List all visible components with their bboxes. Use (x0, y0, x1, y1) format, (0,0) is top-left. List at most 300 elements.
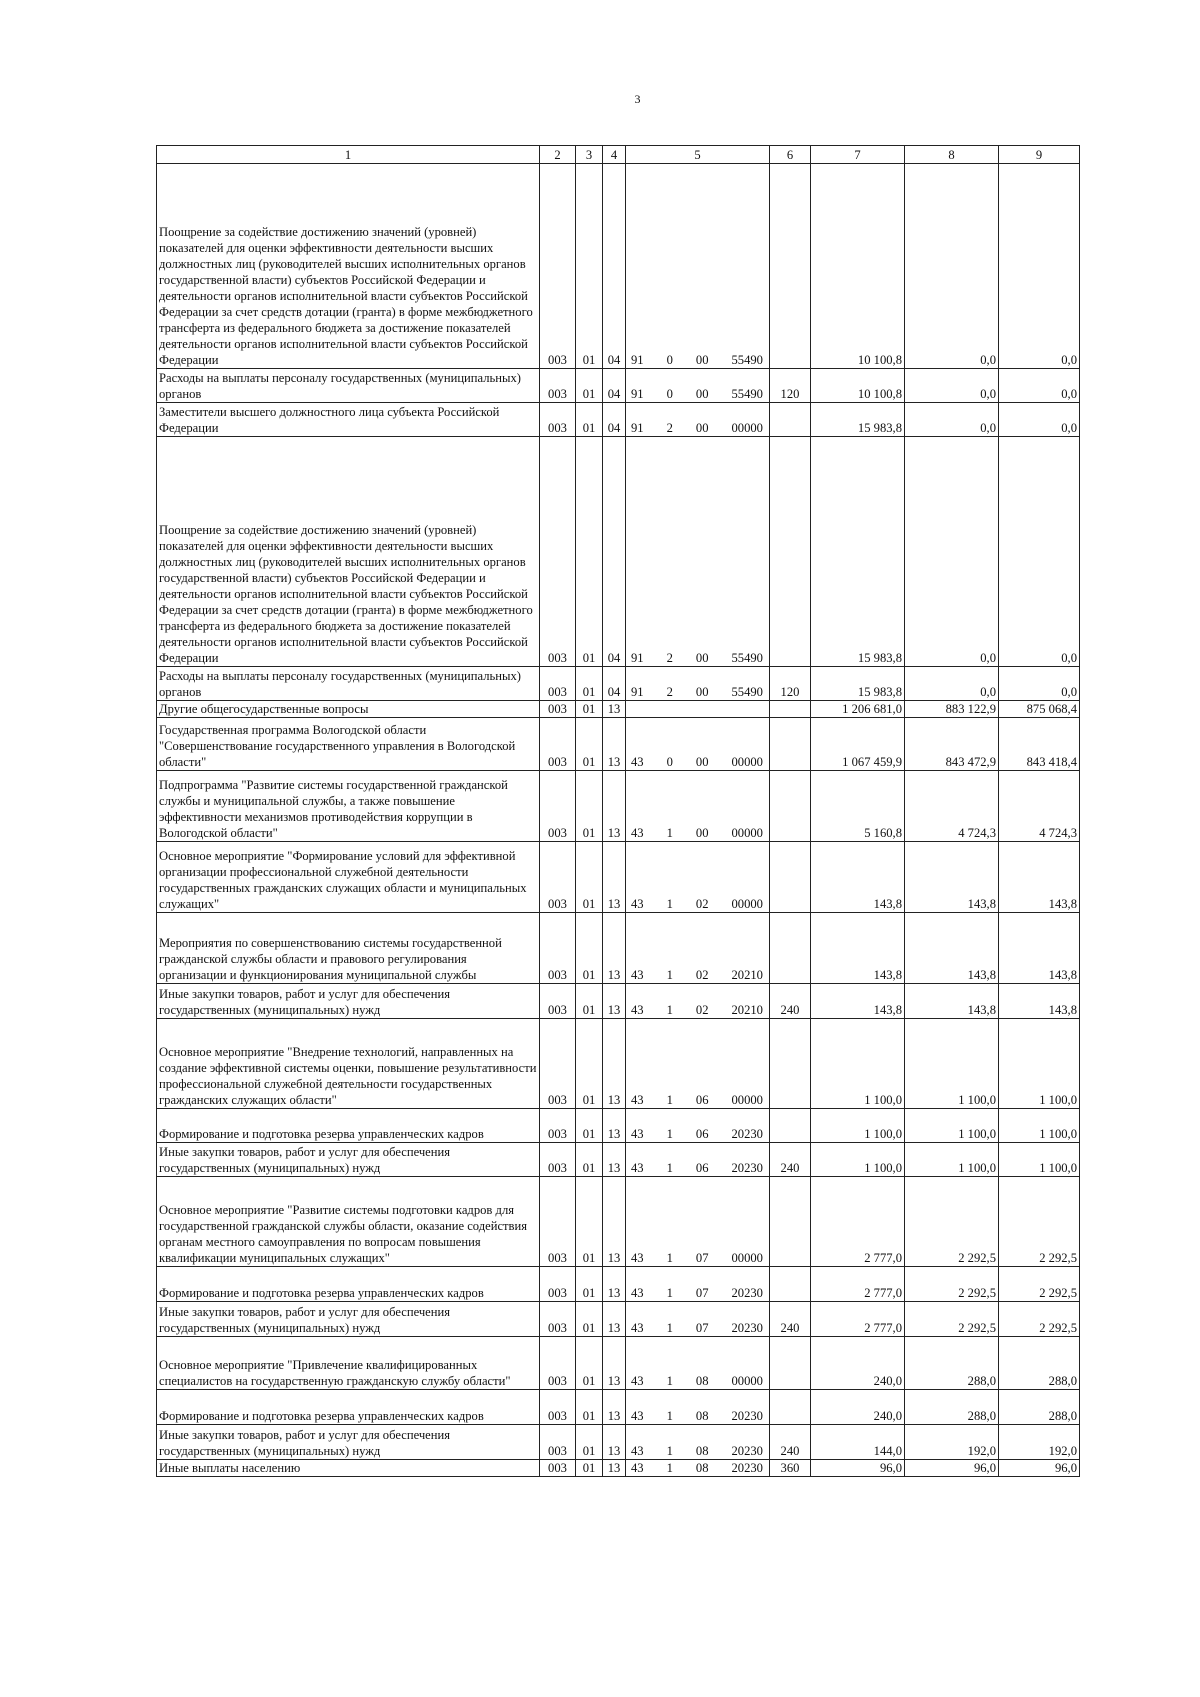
target-article-part: 20230 (731, 1409, 763, 1423)
amount-year-2: 0,0 (905, 437, 999, 667)
grbs-code: 003 (540, 842, 576, 913)
target-article-part: 00000 (731, 897, 763, 911)
target-article-code (626, 1390, 770, 1425)
target-article-part: 43 (631, 826, 644, 840)
expense-type-code: 240 (770, 1302, 811, 1337)
target-article-code (626, 771, 770, 842)
table-row (157, 403, 1080, 437)
row-name: Основное мероприятие "Привлечение квалифицированных специалистов на государственную гражданскую службу области" (157, 1337, 540, 1390)
target-article-part: 91 (631, 353, 644, 367)
target-article-code (626, 403, 770, 437)
row-name: Иные закупки товаров, работ и услуг для обеспечения государственных (муниципальных) нужд (157, 1302, 540, 1337)
expense-type-code (770, 1177, 811, 1267)
table-row (157, 984, 1080, 1019)
amount-year-3: 96,0 (999, 1460, 1080, 1477)
target-article-part: 08 (695, 1409, 709, 1423)
target-article-parts (628, 1126, 767, 1142)
section-code: 01 (576, 1267, 603, 1302)
expense-type-code: 240 (770, 984, 811, 1019)
target-article-part: 55490 (731, 353, 763, 367)
amount-year-2: 2 292,5 (905, 1267, 999, 1302)
row-name: Иные закупки товаров, работ и услуг для обеспечения государственных (муниципальных) нужд (157, 1425, 540, 1460)
subsection-code: 13 (603, 701, 626, 718)
target-article-part: 43 (631, 1127, 644, 1141)
target-article-part: 06 (695, 1161, 709, 1175)
target-article-part: 1 (666, 1127, 673, 1141)
subsection-code: 04 (603, 437, 626, 667)
row-name: Формирование и подготовка резерва управленческих кадров (157, 1390, 540, 1425)
section-code: 01 (576, 1337, 603, 1390)
amount-year-1: 1 100,0 (811, 1143, 905, 1177)
table-row (157, 667, 1080, 701)
subsection-code: 13 (603, 842, 626, 913)
target-article-code (626, 701, 770, 718)
target-article-part: 43 (631, 1374, 644, 1388)
section-code: 01 (576, 369, 603, 403)
table-row (157, 164, 1080, 369)
section-code: 01 (576, 437, 603, 667)
target-article-part: 55490 (731, 387, 763, 401)
target-article-parts (628, 754, 767, 770)
amount-year-1: 240,0 (811, 1337, 905, 1390)
target-article-part: 00 (695, 387, 709, 401)
target-article-part: 08 (695, 1444, 709, 1458)
target-article-code (626, 1425, 770, 1460)
target-article-part: 0 (666, 353, 673, 367)
target-article-part: 1 (666, 1374, 673, 1388)
header-cell: 5 (626, 146, 770, 164)
target-article-part: 00000 (731, 826, 763, 840)
amount-year-1: 144,0 (811, 1425, 905, 1460)
amount-year-3: 1 100,0 (999, 1019, 1080, 1109)
section-code: 01 (576, 1460, 603, 1477)
target-article-part: 1 (666, 1003, 673, 1017)
target-article-part: 43 (631, 1003, 644, 1017)
subsection-code: 13 (603, 913, 626, 984)
amount-year-2: 1 100,0 (905, 1109, 999, 1143)
table-row (157, 718, 1080, 771)
target-article-part: 1 (666, 1321, 673, 1335)
table-row (157, 1143, 1080, 1177)
target-article-parts (628, 1320, 767, 1336)
table-row (157, 771, 1080, 842)
section-code: 01 (576, 1109, 603, 1143)
subsection-code: 04 (603, 164, 626, 369)
amount-year-3: 0,0 (999, 369, 1080, 403)
target-article-parts (628, 386, 767, 402)
target-article-part: 1 (666, 1251, 673, 1265)
target-article-part: 2 (666, 685, 673, 699)
target-article-code (626, 369, 770, 403)
section-code: 01 (576, 1302, 603, 1337)
grbs-code: 003 (540, 667, 576, 701)
target-article-part: 43 (631, 1286, 644, 1300)
subsection-code: 04 (603, 403, 626, 437)
amount-year-1: 5 160,8 (811, 771, 905, 842)
amount-year-1: 1 067 459,9 (811, 718, 905, 771)
row-name: Заместители высшего должностного лица субъекта Российской Федерации (157, 403, 540, 437)
section-code: 01 (576, 1177, 603, 1267)
budget-table (156, 145, 1080, 1477)
expense-type-code (770, 701, 811, 718)
amount-year-1: 143,8 (811, 984, 905, 1019)
subsection-code: 04 (603, 667, 626, 701)
target-article-part: 0 (666, 755, 673, 769)
target-article-part: 00000 (731, 755, 763, 769)
target-article-part: 00000 (731, 1251, 763, 1265)
row-name: Формирование и подготовка резерва управленческих кадров (157, 1109, 540, 1143)
target-article-code (626, 1143, 770, 1177)
row-name: Государственная программа Вологодской области "Совершенствование государственного управления в Вологодской области" (157, 718, 540, 771)
amount-year-3: 0,0 (999, 164, 1080, 369)
row-name: Формирование и подготовка резерва управленческих кадров (157, 1267, 540, 1302)
target-article-part: 1 (666, 1093, 673, 1107)
table-row (157, 1390, 1080, 1425)
grbs-code: 003 (540, 913, 576, 984)
row-name: Иные закупки товаров, работ и услуг для обеспечения государственных (муниципальных) нужд (157, 984, 540, 1019)
subsection-code: 13 (603, 1019, 626, 1109)
target-article-part: 43 (631, 755, 644, 769)
amount-year-3: 843 418,4 (999, 718, 1080, 771)
target-article-code (626, 1019, 770, 1109)
target-article-part: 20210 (731, 968, 763, 982)
grbs-code: 003 (540, 1177, 576, 1267)
amount-year-1: 2 777,0 (811, 1302, 905, 1337)
amount-year-3: 2 292,5 (999, 1302, 1080, 1337)
target-article-part: 20230 (731, 1161, 763, 1175)
target-article-part: 00 (695, 826, 709, 840)
grbs-code: 003 (540, 403, 576, 437)
row-name: Поощрение за содействие достижению значений (уровней) показателей для оценки эффективности деятельности высших должностных лиц (руководителей высших исполнительных органов государственной власти) субъектов Российской Федерации и деятельности органов исполнительной власти субъектов Российской Федерации за счет средств дотации (гранта) в форме межбюджетного трансферта из федерального бюджета за достижение показателей деятельности органов исполнительной власти субъектов Российской Федерации (157, 437, 540, 667)
expense-type-code (770, 718, 811, 771)
amount-year-2: 143,8 (905, 984, 999, 1019)
target-article-parts (628, 1250, 767, 1266)
header-cell: 6 (770, 146, 811, 164)
grbs-code: 003 (540, 1143, 576, 1177)
amount-year-1: 10 100,8 (811, 369, 905, 403)
expense-type-code: 240 (770, 1143, 811, 1177)
target-article-parts (628, 650, 767, 666)
expense-type-code: 120 (770, 369, 811, 403)
target-article-parts (628, 1160, 767, 1176)
target-article-part: 20210 (731, 1003, 763, 1017)
target-article-part: 00000 (731, 1093, 763, 1107)
table-body (157, 164, 1080, 1477)
target-article-code (626, 164, 770, 369)
grbs-code: 003 (540, 1425, 576, 1460)
table-row (157, 369, 1080, 403)
target-article-part: 20230 (731, 1444, 763, 1458)
target-article-part: 1 (666, 1161, 673, 1175)
amount-year-2: 0,0 (905, 369, 999, 403)
section-code: 01 (576, 984, 603, 1019)
target-article-parts (628, 1460, 767, 1476)
amount-year-2: 1 100,0 (905, 1143, 999, 1177)
target-article-code (626, 913, 770, 984)
target-article-part: 1 (666, 1286, 673, 1300)
target-article-code (626, 1302, 770, 1337)
amount-year-1: 15 983,8 (811, 403, 905, 437)
expense-type-code: 240 (770, 1425, 811, 1460)
grbs-code: 003 (540, 437, 576, 667)
subsection-code: 13 (603, 1302, 626, 1337)
target-article-part: 20230 (731, 1321, 763, 1335)
grbs-code: 003 (540, 369, 576, 403)
expense-type-code (770, 1109, 811, 1143)
amount-year-2: 843 472,9 (905, 718, 999, 771)
amount-year-3: 192,0 (999, 1425, 1080, 1460)
target-article-part: 2 (666, 421, 673, 435)
target-article-code (626, 718, 770, 771)
row-name: Иные выплаты населению (157, 1460, 540, 1477)
expense-type-code: 120 (770, 667, 811, 701)
table-row (157, 1267, 1080, 1302)
target-article-code (626, 842, 770, 913)
target-article-part: 43 (631, 1093, 644, 1107)
target-article-code (626, 437, 770, 667)
target-article-part: 1 (666, 968, 673, 982)
target-article-part: 55490 (731, 685, 763, 699)
amount-year-2: 4 724,3 (905, 771, 999, 842)
expense-type-code (770, 1019, 811, 1109)
amount-year-2: 2 292,5 (905, 1177, 999, 1267)
page-number: 3 (634, 92, 641, 106)
target-article-part: 91 (631, 387, 644, 401)
subsection-code: 13 (603, 1337, 626, 1390)
amount-year-3: 1 100,0 (999, 1143, 1080, 1177)
amount-year-2: 288,0 (905, 1390, 999, 1425)
amount-year-1: 15 983,8 (811, 667, 905, 701)
subsection-code: 13 (603, 718, 626, 771)
target-article-part: 1 (666, 1444, 673, 1458)
row-name: Расходы на выплаты персоналу государственных (муниципальных) органов (157, 667, 540, 701)
target-article-code (626, 1337, 770, 1390)
target-article-part: 43 (631, 1161, 644, 1175)
target-article-code (626, 1177, 770, 1267)
amount-year-3: 288,0 (999, 1337, 1080, 1390)
section-code: 01 (576, 164, 603, 369)
amount-year-3: 875 068,4 (999, 701, 1080, 718)
amount-year-3: 0,0 (999, 667, 1080, 701)
target-article-part: 02 (695, 968, 709, 982)
header-row (157, 146, 1080, 164)
target-article-part: 02 (695, 897, 709, 911)
section-code: 01 (576, 1143, 603, 1177)
expense-type-code (770, 164, 811, 369)
target-article-part: 08 (695, 1374, 709, 1388)
section-code: 01 (576, 842, 603, 913)
grbs-code: 003 (540, 701, 576, 718)
target-article-part: 91 (631, 685, 644, 699)
target-article-parts (628, 896, 767, 912)
expense-type-code (770, 1267, 811, 1302)
target-article-part: 00 (695, 755, 709, 769)
table-row (157, 1109, 1080, 1143)
subsection-code: 13 (603, 984, 626, 1019)
row-name: Расходы на выплаты персоналу государственных (муниципальных) органов (157, 369, 540, 403)
table-row (157, 913, 1080, 984)
expense-type-code (770, 842, 811, 913)
amount-year-1: 1 100,0 (811, 1019, 905, 1109)
section-code: 01 (576, 403, 603, 437)
row-name: Иные закупки товаров, работ и услуг для обеспечения государственных (муниципальных) нужд (157, 1143, 540, 1177)
expense-type-code (770, 913, 811, 984)
header-cell: 1 (157, 146, 540, 164)
target-article-part: 91 (631, 421, 644, 435)
grbs-code: 003 (540, 1109, 576, 1143)
section-code: 01 (576, 1390, 603, 1425)
target-article-code (626, 984, 770, 1019)
amount-year-2: 143,8 (905, 913, 999, 984)
header-cell: 9 (999, 146, 1080, 164)
table-row (157, 1302, 1080, 1337)
table-row (157, 1019, 1080, 1109)
row-name: Основное мероприятие "Внедрение технологий, направленных на создание эффективной системы оценки, повышение результативности профессиональной служебной деятельности государственных гражданских служащих области" (157, 1019, 540, 1109)
section-code: 01 (576, 701, 603, 718)
target-article-part: 0 (666, 387, 673, 401)
target-article-parts (628, 684, 767, 700)
target-article-parts (628, 1092, 767, 1108)
subsection-code: 13 (603, 1177, 626, 1267)
target-article-part: 06 (695, 1093, 709, 1107)
target-article-code (626, 1267, 770, 1302)
target-article-part: 00 (695, 685, 709, 699)
section-code: 01 (576, 913, 603, 984)
amount-year-3: 143,8 (999, 842, 1080, 913)
amount-year-1: 143,8 (811, 913, 905, 984)
target-article-part: 43 (631, 1461, 644, 1475)
amount-year-1: 240,0 (811, 1390, 905, 1425)
grbs-code: 003 (540, 1390, 576, 1425)
target-article-part: 1 (666, 897, 673, 911)
amount-year-3: 0,0 (999, 403, 1080, 437)
target-article-code (626, 1109, 770, 1143)
target-article-parts (628, 825, 767, 841)
target-article-parts (628, 1443, 767, 1459)
target-article-part: 91 (631, 651, 644, 665)
table-row (157, 1460, 1080, 1477)
target-article-parts (628, 420, 767, 436)
amount-year-3: 143,8 (999, 913, 1080, 984)
grbs-code: 003 (540, 1337, 576, 1390)
amount-year-1: 2 777,0 (811, 1267, 905, 1302)
target-article-parts (628, 1373, 767, 1389)
target-article-code (626, 667, 770, 701)
header-cell: 4 (603, 146, 626, 164)
amount-year-3: 288,0 (999, 1390, 1080, 1425)
amount-year-2: 883 122,9 (905, 701, 999, 718)
amount-year-2: 0,0 (905, 164, 999, 369)
subsection-code: 13 (603, 771, 626, 842)
grbs-code: 003 (540, 718, 576, 771)
row-name: Подпрограмма "Развитие системы государственной гражданской службы и муниципальной службы, а также повышение эффективности механизмов противодействия коррупции в Вологодской области" (157, 771, 540, 842)
amount-year-2: 96,0 (905, 1460, 999, 1477)
expense-type-code (770, 403, 811, 437)
section-code: 01 (576, 667, 603, 701)
amount-year-1: 10 100,8 (811, 164, 905, 369)
row-name: Основное мероприятие "Развитие системы подготовки кадров для государственной гражданской службы области, оказание содействия органам местного самоуправления по вопросам повышения квалификации муниципальных служащих" (157, 1177, 540, 1267)
table-row (157, 842, 1080, 913)
amount-year-1: 2 777,0 (811, 1177, 905, 1267)
header-cell: 3 (576, 146, 603, 164)
amount-year-2: 143,8 (905, 842, 999, 913)
amount-year-3: 2 292,5 (999, 1177, 1080, 1267)
target-article-part: 02 (695, 1003, 709, 1017)
row-name: Основное мероприятие "Формирование условий для эффективной организации профессиональной служебной деятельности государственных гражданских служащих области и муниципальных служащих" (157, 842, 540, 913)
target-article-code (626, 1460, 770, 1477)
target-article-part: 07 (695, 1286, 709, 1300)
section-code: 01 (576, 718, 603, 771)
target-article-part: 43 (631, 1321, 644, 1335)
amount-year-1: 1 206 681,0 (811, 701, 905, 718)
grbs-code: 003 (540, 1019, 576, 1109)
target-article-part: 20230 (731, 1461, 763, 1475)
section-code: 01 (576, 1425, 603, 1460)
target-article-parts (628, 1002, 767, 1018)
expense-type-code: 360 (770, 1460, 811, 1477)
target-article-parts (628, 1285, 767, 1301)
target-article-part: 00 (695, 421, 709, 435)
grbs-code: 003 (540, 1267, 576, 1302)
amount-year-2: 288,0 (905, 1337, 999, 1390)
amount-year-2: 2 292,5 (905, 1302, 999, 1337)
target-article-part: 55490 (731, 651, 763, 665)
header-cell: 2 (540, 146, 576, 164)
target-article-parts (628, 352, 767, 368)
amount-year-1: 96,0 (811, 1460, 905, 1477)
header-cell: 8 (905, 146, 999, 164)
amount-year-2: 0,0 (905, 403, 999, 437)
grbs-code: 003 (540, 1460, 576, 1477)
table-row (157, 1337, 1080, 1390)
target-article-part: 1 (666, 1409, 673, 1423)
expense-type-code (770, 771, 811, 842)
amount-year-3: 1 100,0 (999, 1109, 1080, 1143)
table-row (157, 1425, 1080, 1460)
amount-year-1: 1 100,0 (811, 1109, 905, 1143)
subsection-code: 13 (603, 1390, 626, 1425)
target-article-part: 07 (695, 1251, 709, 1265)
target-article-parts (628, 1408, 767, 1424)
subsection-code: 13 (603, 1267, 626, 1302)
row-name: Поощрение за содействие достижению значений (уровней) показателей для оценки эффективности деятельности высших должностных лиц (руководителей высших исполнительных органов государственной власти) субъектов Российской Федерации и деятельности органов исполнительной власти субъектов Российской Федерации за счет средств дотации (гранта) в форме межбюджетного трансферта из федерального бюджета за достижение показателей деятельности органов исполнительной власти субъектов Российской Федерации (157, 164, 540, 369)
amount-year-3: 4 724,3 (999, 771, 1080, 842)
subsection-code: 13 (603, 1460, 626, 1477)
table-row (157, 437, 1080, 667)
target-article-part: 43 (631, 1409, 644, 1423)
target-article-part: 43 (631, 1444, 644, 1458)
target-article-part: 07 (695, 1321, 709, 1335)
section-code: 01 (576, 771, 603, 842)
amount-year-1: 143,8 (811, 842, 905, 913)
table-row (157, 1177, 1080, 1267)
target-article-part: 2 (666, 651, 673, 665)
table-row (157, 701, 1080, 718)
expense-type-code (770, 437, 811, 667)
grbs-code: 003 (540, 1302, 576, 1337)
subsection-code: 13 (603, 1143, 626, 1177)
expense-type-code (770, 1337, 811, 1390)
amount-year-1: 15 983,8 (811, 437, 905, 667)
amount-year-2: 0,0 (905, 667, 999, 701)
target-article-part: 00000 (731, 421, 763, 435)
target-article-part: 43 (631, 1251, 644, 1265)
grbs-code: 003 (540, 984, 576, 1019)
target-article-part: 06 (695, 1127, 709, 1141)
amount-year-2: 1 100,0 (905, 1019, 999, 1109)
row-name: Мероприятия по совершенствованию системы государственной гражданской службы области и правового регулирования организации и функционирования муниципальной службы (157, 913, 540, 984)
target-article-part: 1 (666, 1461, 673, 1475)
